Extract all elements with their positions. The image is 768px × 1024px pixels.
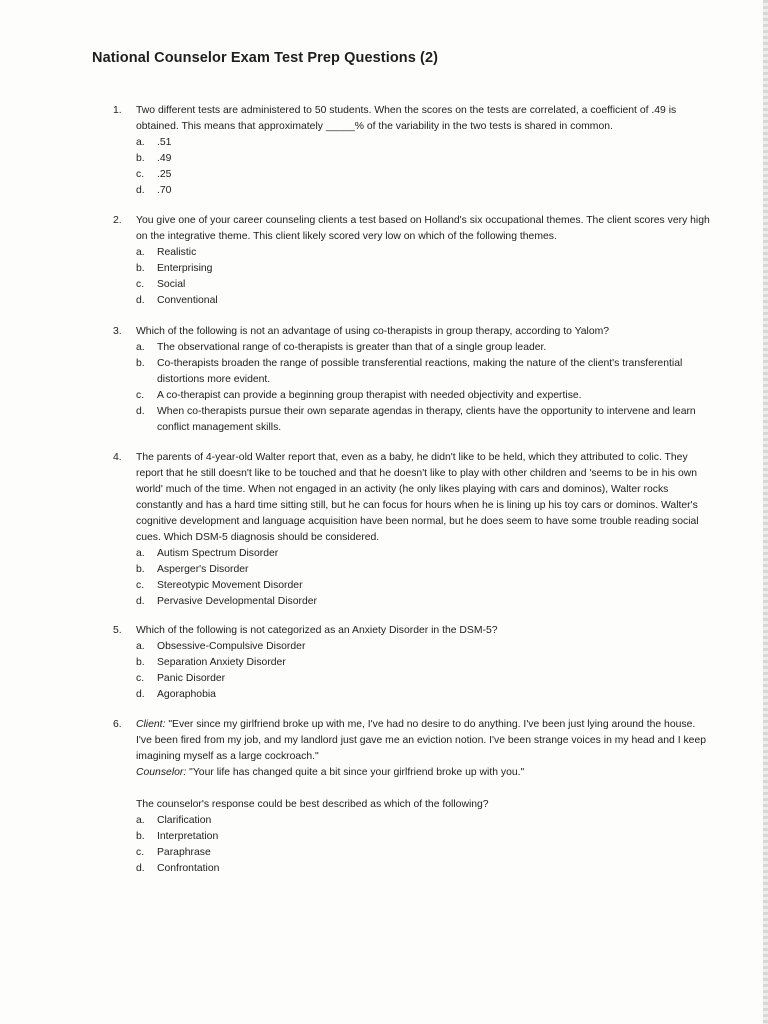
- option-d: d. .70: [136, 185, 172, 196]
- option-c: c. A co-therapist can provide a beginning group therapist with needed objectivity and expertise.: [136, 390, 582, 401]
- scan-edge: [763, 0, 768, 1024]
- option-d: d. Conventional: [136, 295, 218, 306]
- option-a: a. Clarification: [136, 815, 212, 826]
- question-number: 4.: [113, 452, 122, 463]
- client-label: Client:: [136, 719, 166, 730]
- option-d: d. When co-therapists pursue their own separate agendas in therapy, clients have the opportunity to intervene and learn conflict management skills.: [136, 406, 696, 433]
- question-prompt: The counselor's response could be best described as which of the following?: [136, 799, 489, 810]
- question-number: 2.: [113, 215, 122, 226]
- question-1: [113, 103, 713, 199]
- option-c: c. Panic Disorder: [136, 673, 226, 684]
- options-list: [113, 245, 713, 309]
- page-title: National Counselor Exam Test Prep Questions (2): [92, 50, 439, 66]
- question-6: [113, 717, 713, 877]
- option-b: b. Co-therapists broaden the range of possible transferential reactions, making the nature of the client's transferential distortions more evident.: [136, 358, 683, 385]
- option-a: a. The observational range of co-therapists is greater than that of a single group leader.: [136, 342, 547, 353]
- option-b: b. .49: [136, 153, 172, 164]
- options-list: [113, 340, 713, 436]
- question-text: Two different tests are administered to 50 students. When the scores on the tests are correlated, a coefficient of .49 is obtained. This means that approximately _____% of the variability in the two tests is shared in common.: [136, 105, 677, 132]
- question-text: You give one of your career counseling clients a test based on Holland's six occupational themes. The client scores very high on the integrative theme. This client likely scored very low on which of the following themes.: [136, 215, 710, 242]
- client-statement: Client: "Ever since my girlfriend broke up with me, I've had no desire to do anything. I've been just lying around the house. I've been fired from my job, and my landlord just gave me an eviction notion. I've been strange voices in my head and I keep imagining myself as a large cockroach.": [136, 719, 706, 762]
- option-b: b. Interpretation: [136, 831, 219, 842]
- option-a: a. Autism Spectrum Disorder: [136, 548, 279, 559]
- question-number: 3.: [113, 326, 122, 337]
- option-a: a. .51: [136, 137, 172, 148]
- counselor-label: Counselor:: [136, 767, 187, 778]
- question-text: Which of the following is not an advantage of using co-therapists in group therapy, according to Yalom?: [136, 326, 610, 337]
- options-list: [113, 639, 713, 703]
- option-c: c. Stereotypic Movement Disorder: [136, 580, 303, 591]
- option-c: c. Social: [136, 279, 186, 290]
- question-5: [113, 623, 713, 703]
- question-4: [113, 450, 713, 610]
- option-c: c. Paraphrase: [136, 847, 211, 858]
- question-number: 6.: [113, 719, 122, 730]
- question-text: Which of the following is not categorized as an Anxiety Disorder in the DSM-5?: [136, 625, 498, 636]
- option-d: d. Confrontation: [136, 863, 220, 874]
- question-number: 1.: [113, 105, 122, 116]
- question-text: The parents of 4-year-old Walter report that, even as a baby, he didn't like to be held, which they attributed to colic. They report that he still doesn't like to be touched and that he doesn't like to play with other children and 'seems to be in his own world' much of the time. When not engaged in an activity (he only likes playing with cars and dominos), Walter rocks constantly and has a hard time sitting still, but he can focus for hours when he is lining up his toy cars or dominos. Walter's cognitive development and language acquisition have been normal, but he does seem to have some trouble reading social cues. Which DSM-5 diagnosis should be considered.: [136, 452, 699, 543]
- option-b: b. Enterprising: [136, 263, 213, 274]
- options-list: [113, 546, 713, 610]
- option-d: d. Pervasive Developmental Disorder: [136, 596, 317, 607]
- question-number: 5.: [113, 625, 122, 636]
- option-c: c. .25: [136, 169, 172, 180]
- counselor-statement: Counselor: "Your life has changed quite a bit since your girlfriend broke up with you.": [136, 767, 525, 778]
- option-a: a. Obsessive-Compulsive Disorder: [136, 641, 306, 652]
- options-list: [113, 135, 713, 199]
- option-a: a. Realistic: [136, 247, 197, 258]
- option-b: b. Separation Anxiety Disorder: [136, 657, 286, 668]
- answer-blank: _____: [325, 121, 355, 132]
- options-list: [113, 813, 713, 877]
- question-3: [113, 324, 713, 436]
- option-b: b. Asperger's Disorder: [136, 564, 249, 575]
- question-2: [113, 213, 713, 309]
- option-d: d. Agoraphobia: [136, 689, 216, 700]
